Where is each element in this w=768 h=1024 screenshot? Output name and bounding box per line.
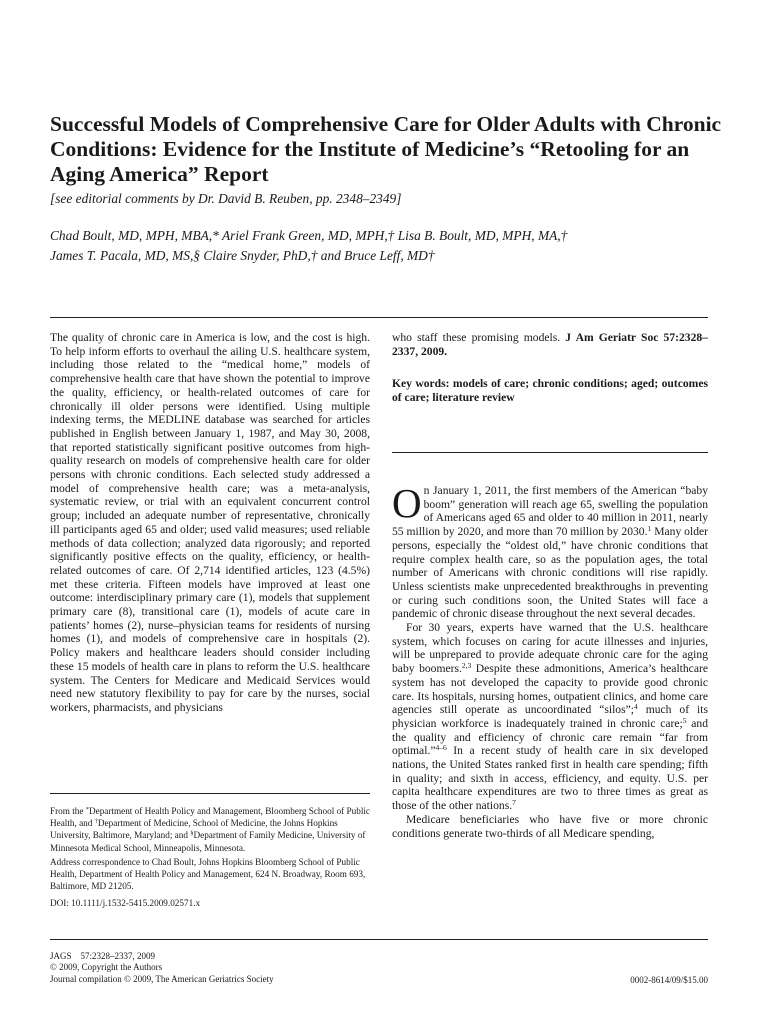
footer-rule — [50, 939, 708, 940]
editorial-note[interactable]: [see editorial comments by Dr. David B. Reuben, pp. 2348–2349] — [50, 191, 402, 206]
reference-mark[interactable]: 1 — [647, 524, 652, 534]
journal-citation: JAGS 57:2328–2337, 2009 — [50, 951, 156, 961]
reference-mark[interactable]: 4–6 — [435, 743, 447, 753]
compilation-line: Journal compilation © 2009, The American Geriatrics Society — [50, 973, 274, 984]
header-rule — [50, 317, 708, 318]
paragraph-2: For 30 years, experts have warned that the U.S. healthcare system, which focuses on caring for acute illnesses and injuries, will be unprepared to provide adequate chronic care for the aging baby boomers.$^{2,3}$ Despite these admonitions, America’s healthcare system has not developed the capacity to provide good chronic care. Its hospitals, nursing homes, outpatient clinics, and home care agencies still operate as uncoordinated “silos”;$^4$ much of its physician workforce is inadequately trained in chronic care;$^5$ and the quality and efficiency of chronic care remain “far from optimal.”$^{4-6}$ In a recent study of health care in six developed nations, the United States ranked first in health care spending; fifth in quality; and sixth in access, efficiency, and equity. U.S. per capita healthcare expenditures are two to three times as great as those of the other nations.$^7$ — [392, 621, 708, 813]
abstract-continuation — [392, 331, 708, 358]
article-title: Successful Models of Comprehensive Care for Older Adults with Chronic Conditions: Evidence for the Institute of Medicine’s “Retooling for an Aging America” Report — [50, 112, 722, 186]
paragraph-3: Medicare beneficiaries who have five or more chronic conditions generate two-thirds of all Medicare spending, — [392, 812, 708, 840]
authors-line-2: James T. Pacala, MD, MS,§ Claire Snyder, PhD,† and Bruce Leff, MD† — [50, 248, 435, 263]
issn-price: 0002-8614/09/$15.00 — [630, 975, 708, 985]
keywords: Key words: models of care; chronic conditions; aged; outcomes of care; literature review — [392, 377, 708, 404]
journal-footer — [50, 951, 450, 985]
doi[interactable]: DOI: 10.1111/j.1532-5415.2009.02571.x — [50, 898, 201, 908]
correspondence-note: Address correspondence to Chad Boult, Johns Hopkins Bloomberg School of Public Health, Department of Health Policy and Management, 624 N. Broadway, Room 693, Baltimore, MD 21205. — [50, 857, 366, 892]
authors-line-1: Chad Boult, MD, MPH, MBA,* Ariel Frank Green, MD, MPH,† Lisa B. Boult, MD, MPH, MA,† — [50, 228, 568, 243]
reference-mark[interactable]: 4 — [633, 702, 638, 712]
abstract-text: The quality of chronic care in America is low, and the cost is high. To help inform efforts to overhaul the ailing U.S. healthcare system, including those related to the “medical home,” models of comprehensive health care that have shown the potential to improve the quality, efficiency, or health-related outcomes of care for chronically ill older persons were identified. Using multiple indexing terms, the MEDLINE database was searched for articles published in English between January 1, 1987, and May 30, 2008, that reported statistically significant positive outcomes from high-quality research on models of comprehensive health care for older persons with chronic conditions. Each selected study addressed a model of comprehensive health care; was a meta-analysis, systematic review, or trial with an equivalent concurrent control group; included an adequate number of representative, chronically ill participants aged 65 and older; used valid measures; used reliable methods of data collection; analyzed data rigorously; and reported significantly positive effects on the quality, efficiency, or health-related outcomes of care. Of 2,714 identified articles, 123 (4.5%) met these criteria. Fifteen models have improved at least one outcome: interdisciplinary primary care (1), models that supplement primary care (8), transitional care (1), models of acute care in patients’ homes (2), nurse–physician teams for residents of nursing homes (1), and models of comprehensive care in hospitals (2). Policy makers and healthcare leaders should consider including these 15 models of health care in plans to reform the U.S. healthcare system. The Centers for Medicare and Medicaid Services would need new statutory flexibility to pay for care by the nurses, social workers, pharmacists, and physicians — [50, 331, 370, 714]
drop-cap: O — [392, 480, 422, 526]
body-text — [392, 480, 709, 840]
paragraph-1: On January 1, 2011, the first members of the American “baby boom” generation will reach age 65, swelling the population of Americans aged 65 and older to 40 million in 2011, nearly 55 million by 2020, and more than 70 million by 2030.$^1$ Many older persons, especially the “oldest old,” have chronic conditions that require complex health care, so as the population ages, the total number of Americans with chronic conditions will rise rapidly. Unless scientists make unprecedented breakthroughs in preventing or curing such conditions soon, the United States will face a pandemic of chronic disease throughout the next several decades. — [392, 480, 709, 621]
reference-mark[interactable]: 2,3 — [461, 661, 472, 671]
citation: J Am Geriatr Soc 57:2328–2337, 2009. — [392, 331, 708, 358]
reference-mark[interactable]: 5 — [682, 715, 687, 725]
keywords-rule — [392, 452, 708, 453]
abstract — [50, 331, 370, 715]
footnote-rule — [50, 793, 370, 794]
copyright-line: © 2009, Copyright the Authors — [50, 962, 163, 973]
affiliations-note: From the *Department of Health Policy and Management, Bloomberg School of Public Health, and †Department of Medicine, School of Medicine, the Johns Hopkins University, Baltimore, Maryland; and §Department of Family Medicine, University of Minnesota Medical School, Minneapolis, Minnesota. — [50, 806, 370, 853]
reference-mark[interactable]: 7 — [512, 798, 516, 808]
author-list — [50, 226, 730, 266]
abstract-end: who staff these promising models. — [392, 331, 561, 344]
